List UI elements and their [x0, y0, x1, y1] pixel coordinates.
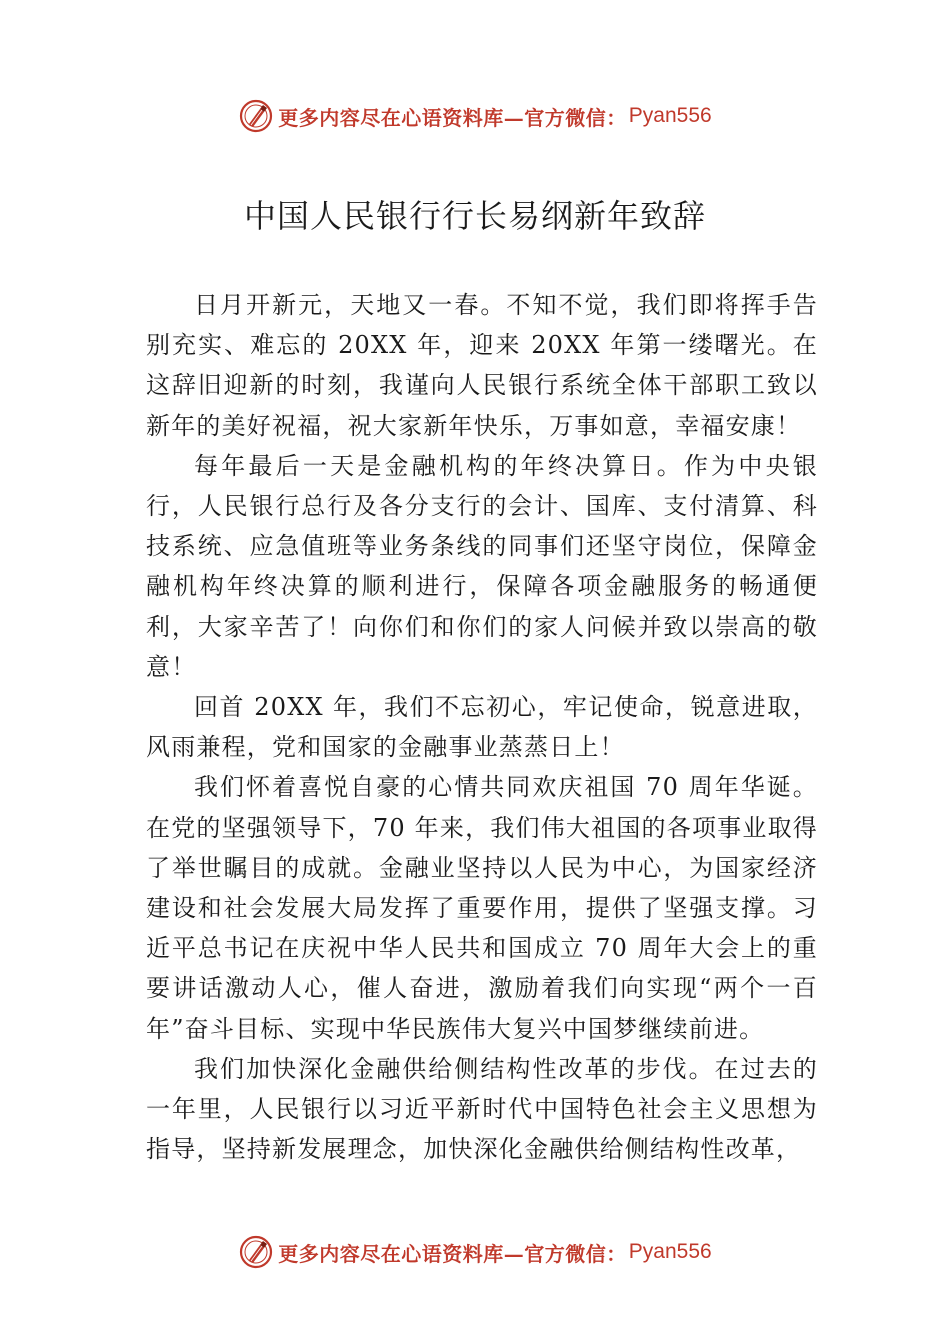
- fountain-pen-seal-icon: [238, 98, 274, 134]
- watermark-account: Pyan556: [628, 104, 712, 127]
- header-watermark: [0, 96, 950, 136]
- watermark-text: 更多内容尽在心语资料库—官方微信：: [278, 1241, 627, 1266]
- watermark-text: 更多内容尽在心语资料库—官方微信：: [278, 105, 627, 130]
- paragraph: 回首 20XX 年，我们不忘初心，牢记使命，锐意进取，风雨兼程，党和国家的金融事业蒸蒸日上！: [146, 693, 818, 762]
- document-title: 中国人民银行行长易纲新年致辞: [243, 197, 706, 235]
- fountain-pen-seal-icon: [238, 1234, 274, 1270]
- watermark-account: Pyan556: [628, 1240, 712, 1263]
- paragraph: 每年最后一天是金融机构的年终决算日。作为中央银行，人民银行总行及各分支行的会计、国库、支付清算、科技系统、应急值班等业务条线的同事们还坚守岗位，保障金融机构年终决算的顺利进行，保障各项金融服务的畅通便利，大家辛苦了！向你们和你们的家人问候并致以崇高的敬意！: [146, 451, 818, 681]
- paragraph: 日月开新元，天地又一春。不知不觉，我们即将挥手告别充实、难忘的 20XX 年，迎来 20XX 年第一缕曙光。在这辞旧迎新的时刻，我谨向人民银行系统全体干部职工致以新年的美好祝福，祝大家新年快乐，万事如意，幸福安康！: [146, 291, 818, 440]
- paragraph: 我们怀着喜悦自豪的心情共同欢庆祖国 70 周年华诞。在党的坚强领导下，70 年来，我们伟大祖国的各项事业取得了举世瞩目的成就。金融业坚持以人民为中心，为国家经济建设和社会发展大局发挥了重要作用，提供了坚强支撑。习近平总书记在庆祝中华人民共和国成立 70 周年大会上的重要讲话激动人心，催人奋进，激励着我们向实现“两个一百年”奋斗目标、实现中华民族伟大复兴中国梦继续前进。: [146, 773, 818, 1043]
- footer-watermark: [0, 1232, 950, 1272]
- paragraph: 我们加快深化金融供给侧结构性改革的步伐。在过去的一年里，人民银行以习近平新时代中国特色社会主义思想为指导，坚持新发展理念，加快深化金融供给侧结构性改革，: [146, 1054, 818, 1164]
- document-body: [146, 285, 818, 1169]
